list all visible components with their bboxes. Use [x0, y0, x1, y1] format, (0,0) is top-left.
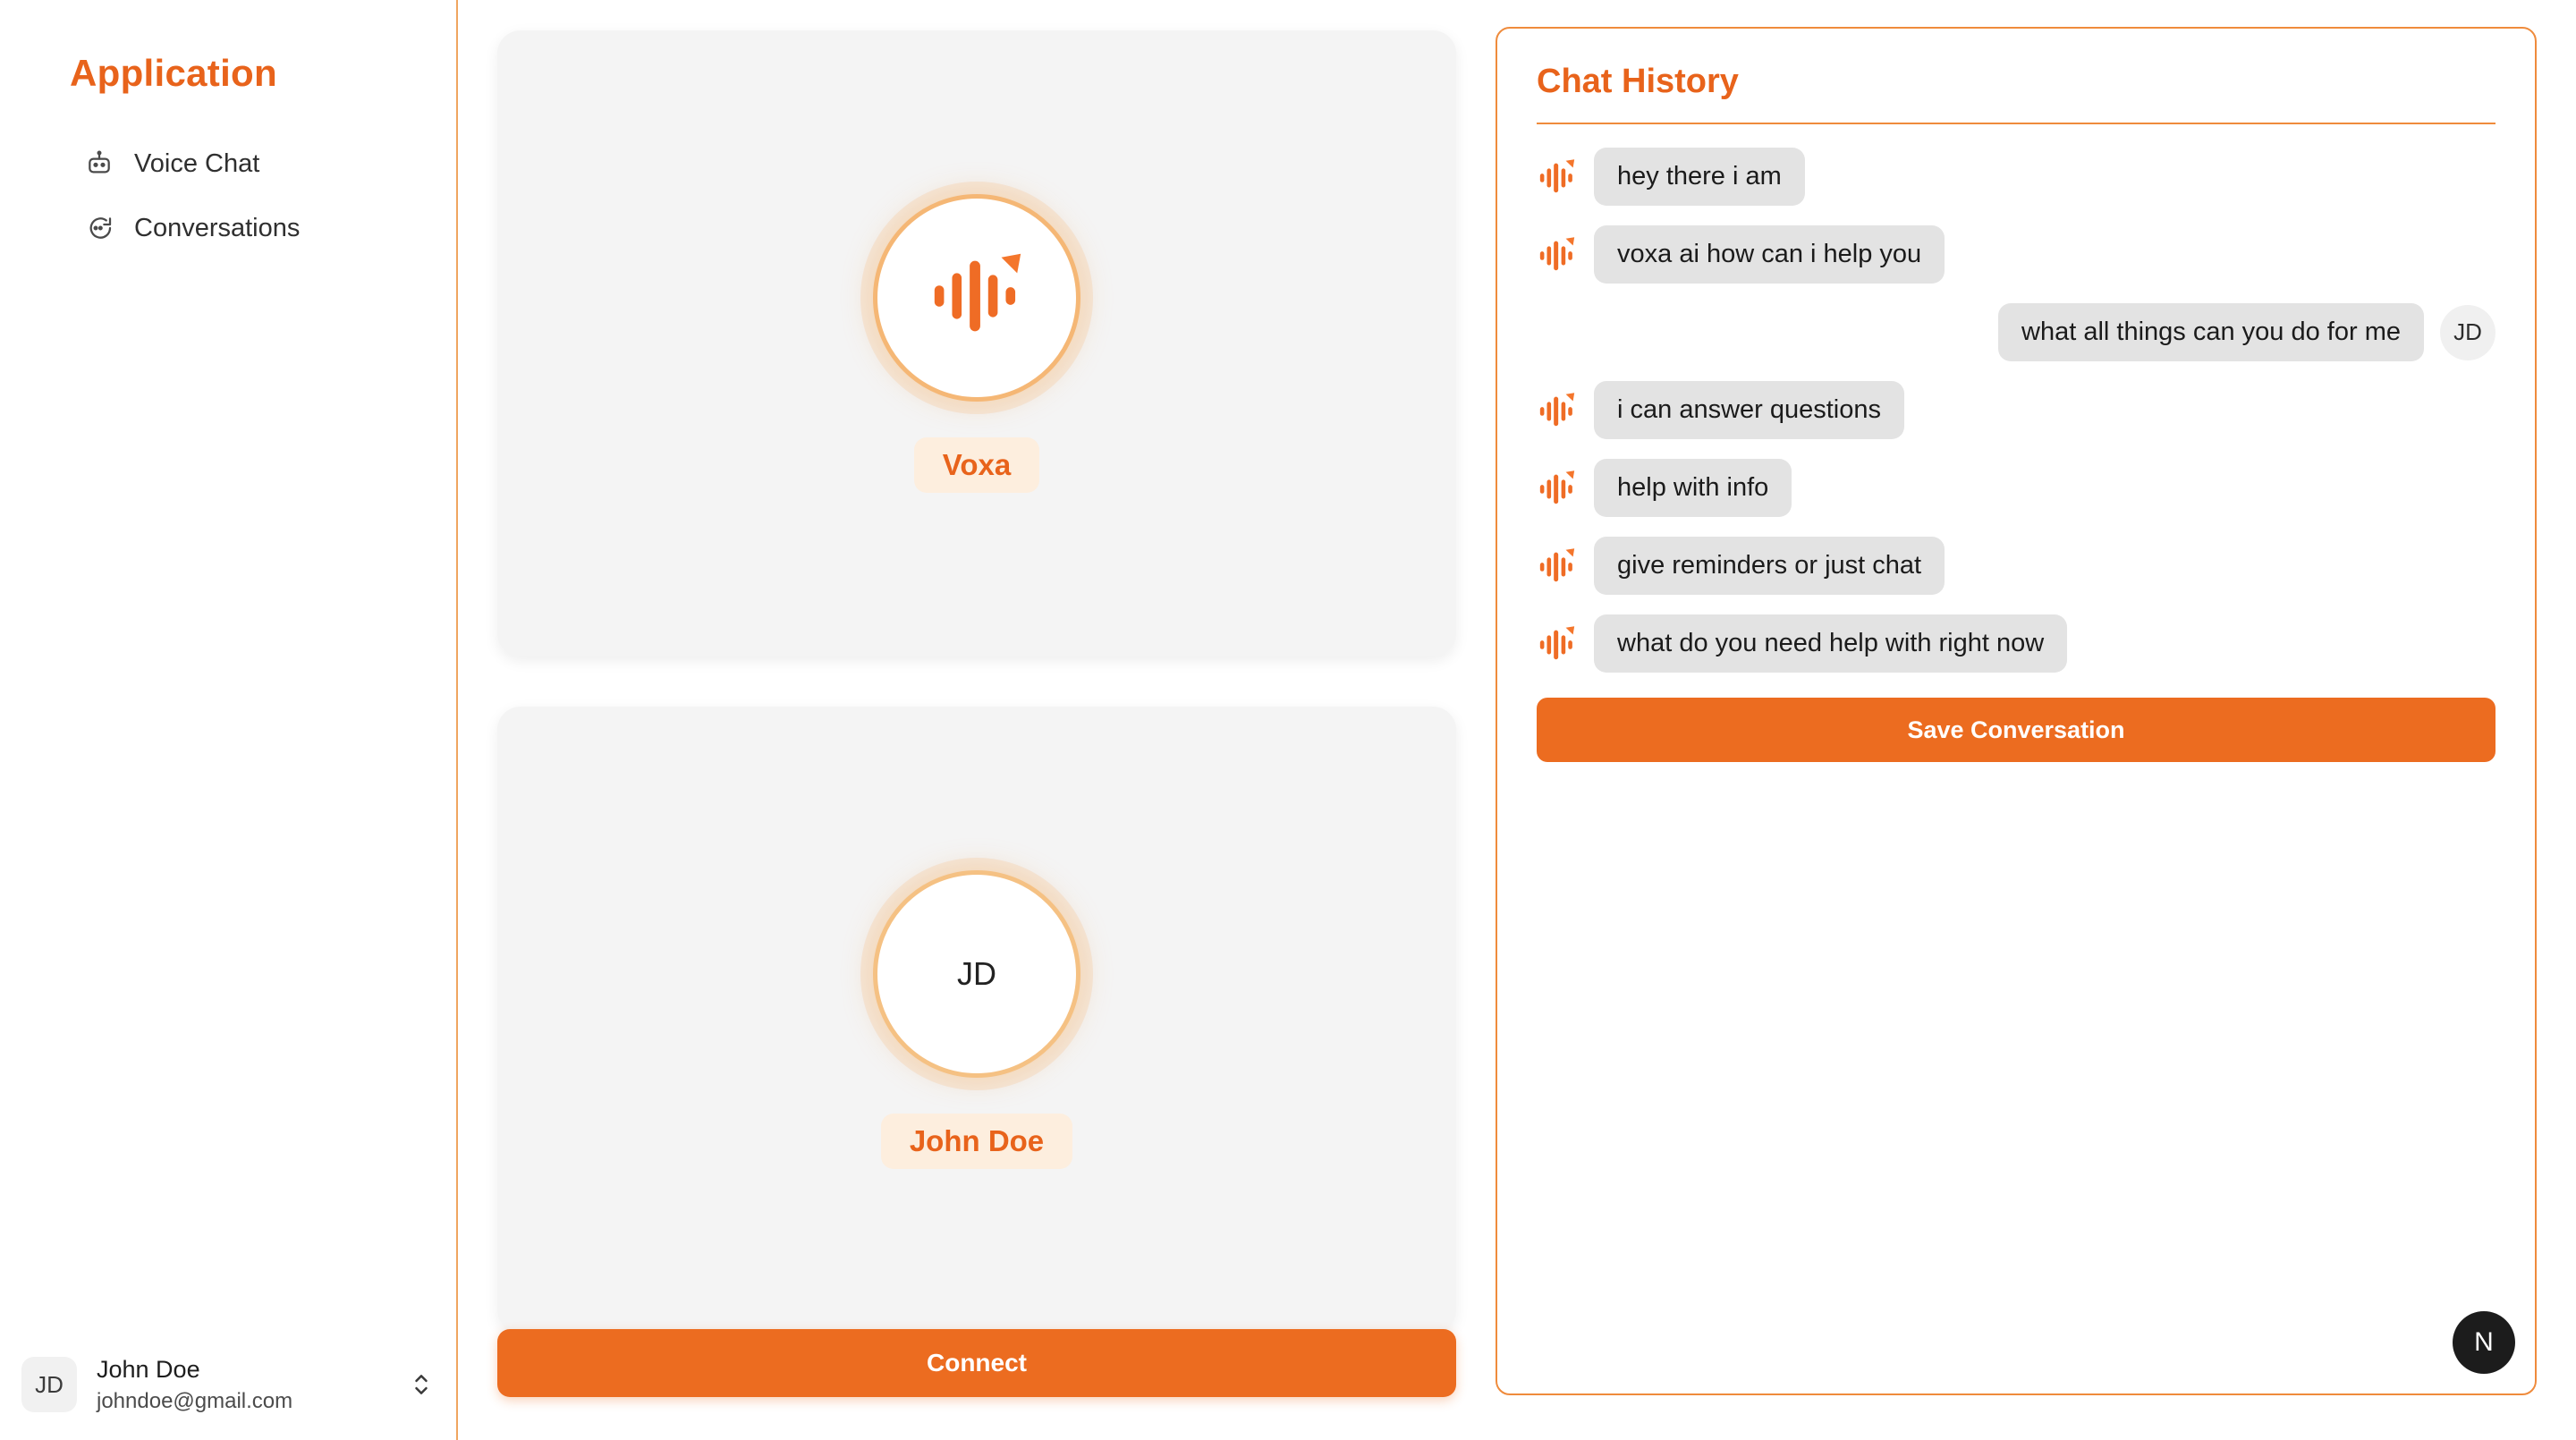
sidebar-item-voice-chat[interactable] [0, 138, 456, 190]
user-card [497, 707, 1456, 1333]
voice-wave-icon [1537, 390, 1578, 431]
user-orb [873, 870, 1080, 1078]
robot-icon [84, 148, 114, 179]
message-bubble: voxa ai how can i help you [1594, 225, 1945, 284]
list-item [1537, 225, 2496, 284]
message-bubble: help with info [1594, 459, 1792, 517]
assistant-fab-button[interactable]: N [2453, 1311, 2515, 1374]
user-initials: JD [957, 955, 996, 992]
avatar: JD [2440, 305, 2496, 360]
message-bubble: what all things can you do for me [1998, 303, 2424, 361]
connect-button[interactable]: Connect [497, 1329, 1456, 1397]
voice-wave-icon [924, 250, 1030, 347]
list-item [1537, 459, 2496, 517]
sidebar-item-label-conversations: Conversations [134, 213, 301, 242]
list-item [1537, 148, 2496, 206]
message-list [1537, 148, 2496, 673]
save-conversation-button[interactable]: Save Conversation [1537, 698, 2496, 762]
message-bubble: give reminders or just chat [1594, 537, 1945, 595]
agent-card [497, 30, 1456, 656]
voice-wave-icon [1537, 157, 1578, 198]
list-item [1537, 381, 2496, 439]
sidebar-nav [0, 138, 456, 254]
voice-wave-icon [1537, 468, 1578, 509]
chat-history-panel [1496, 27, 2537, 1395]
avatar: JD [21, 1357, 77, 1412]
voice-wave-icon [1537, 546, 1578, 587]
sidebar-item-conversations[interactable] [0, 202, 456, 254]
user-name: John Doe [97, 1355, 200, 1383]
user-email: johndoe@gmail.com [97, 1388, 293, 1413]
message-bubble: hey there i am [1594, 148, 1805, 206]
list-item [1537, 614, 2496, 673]
chat-history-title: Chat History [1537, 63, 2496, 124]
agent-name: Voxa [914, 437, 1039, 493]
message-bubble: i can answer questions [1594, 381, 1904, 439]
center-column [458, 0, 1496, 1440]
sidebar [0, 0, 458, 1440]
agent-orb [873, 194, 1080, 402]
sidebar-title: Application [70, 52, 277, 94]
voice-wave-icon [1537, 234, 1578, 275]
message-bubble: what do you need help with right now [1594, 614, 2067, 673]
chevron-up-down-icon[interactable] [411, 1369, 431, 1400]
chat-bubble-icon [84, 213, 114, 243]
user-card-name: John Doe [881, 1114, 1072, 1169]
list-item [1537, 303, 2496, 361]
user-account-switcher[interactable] [0, 1329, 456, 1440]
list-item [1537, 537, 2496, 595]
voice-wave-icon [1537, 623, 1578, 665]
sidebar-item-label-voice-chat: Voice Chat [134, 148, 260, 178]
user-info [97, 1356, 392, 1414]
